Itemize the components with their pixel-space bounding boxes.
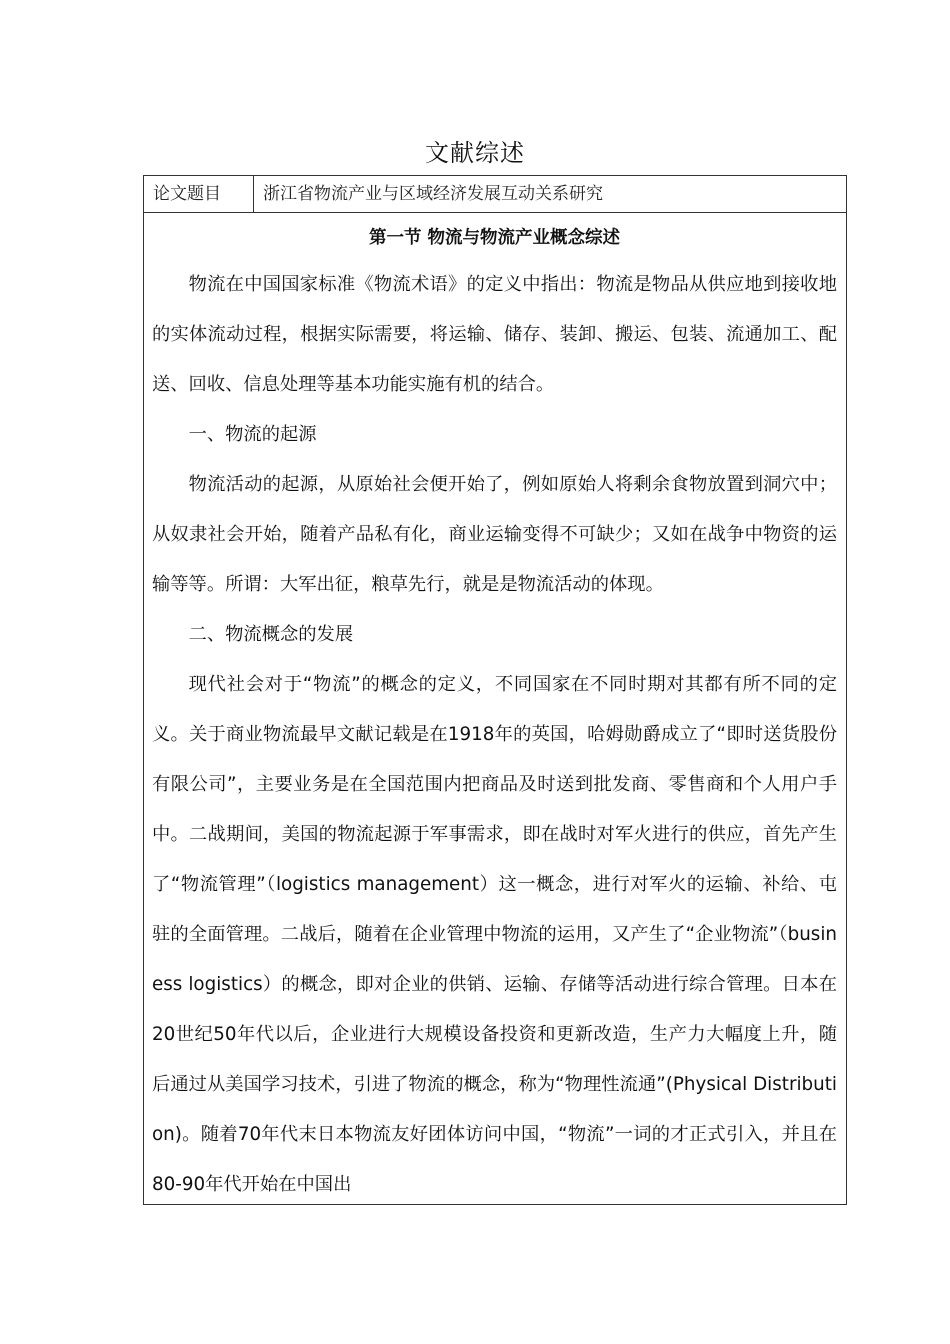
review-content [152, 213, 837, 1210]
thesis-title-value: 浙江省物流产业与区域经济发展互动关系研究 [263, 184, 603, 204]
paragraph-definition: 物流在中国国家标准《物流术语》的定义中指出：物流是物品从供应地到接收地的实体流动过程，根据实际需要，将运输、储存、装卸、搬运、包装、流通加工、配送、回收、信息处理等基本功能实施有机的结合。 [152, 274, 837, 395]
paragraph-development: 现代社会对于“物流”的概念的定义，不同国家在不同时期对其都有所不同的定义。关于商业物流最早文献记载是在1918年的英国，哈姆勋爵成立了“即时送货股份有限公司”，主要业务是在全国范围内把商品及时送到批发商、零售商和个人用户手中。二战期间，美国的物流起源于军事需求，即在战时对军火进行的供应，首先产生了“物流管理”（logistics management）这一概念，进行对军火的运输、补给、屯驻的全面管理。二战后，随着在企业管理中物流的运用，又产生了“企业物流”（business logistics）的概念，即对企业的供销、运输、存储等活动进行综合管理。日本在20世纪50年代以后，企业进行大规模设备投资和更新改造，生产力大幅度上升，随后通过从美国学习技术，引进了物流的概念，称为“物理性流通”(Physical Distribution)。随着70年代末日本物流友好团体访问中国，“物流”一词的才正式引入，并且在80-90年代开始在中国出 [152, 674, 837, 1195]
subheading-development: 二、物流概念的发展 [188, 624, 354, 645]
document-title: 文献综述 [425, 139, 525, 167]
paragraph-origin: 物流活动的起源，从原始社会便开始了，例如原始人将剩余食物放置到洞穴中；从奴隶社会开始，随着产品私有化，商业运输变得不可缺少；又如在战争中物资的运输等等。所谓：大军出征，粮草先行，就是是物流活动的体现。 [152, 474, 837, 595]
section-heading: 第一节 物流与物流产业概念综述 [368, 228, 621, 248]
subheading-origin: 一、物流的起源 [188, 424, 317, 445]
thesis-title-label: 论文题目 [144, 176, 254, 212]
review-table [143, 175, 847, 1205]
title-row [144, 176, 846, 213]
